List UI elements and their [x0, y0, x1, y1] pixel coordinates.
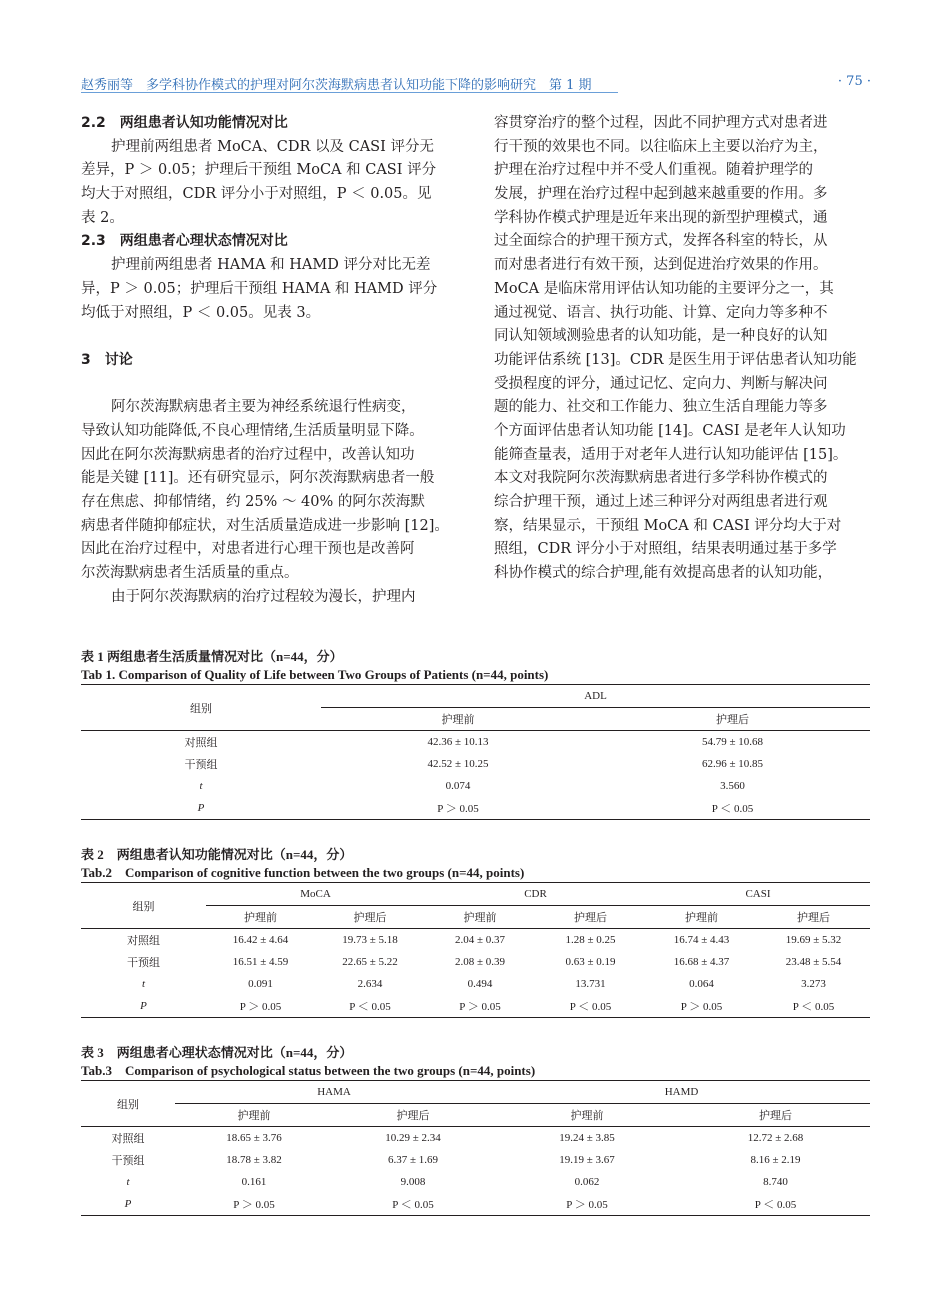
table-row: [81, 1149, 870, 1171]
table-2-measure-header: MoCA: [206, 883, 425, 906]
row-label-cell: 对照组: [184, 737, 218, 749]
table-cell: 19.19 ± 3.67: [559, 1154, 615, 1166]
table-cell: 23.48 ± 5.54: [785, 956, 842, 968]
table-cell: 16.51 ± 4.59: [232, 956, 289, 968]
running-header: [81, 74, 871, 94]
table-2-sub-header: 护理后: [315, 906, 425, 929]
text-line: 护理前两组患者 MoCA、CDR 以及 CASI 评分无: [111, 138, 434, 155]
text-line: 因此在阿尔茨海默病患者的治疗过程中，改善认知功: [81, 446, 415, 463]
text-line: 个方面评估患者认知功能 [14]。CASI 是老年人认知功: [494, 422, 846, 439]
text-line: 察，结果显示，干预组 MoCA 和 CASI 评分均大于对: [494, 517, 842, 534]
text-line: 综合护理干预，通过上述三种评分对两组患者进行观: [494, 494, 828, 510]
table-cell: P ＜ 0.05: [595, 797, 870, 820]
text-line: 而对患者进行有效干预，达到促进治疗效果的作用。: [494, 257, 828, 274]
row-label-cell: t: [126, 1176, 130, 1188]
table-3-caption-en: Tab.3 Comparison of psychological status between the two groups (n=44, points): [81, 1063, 536, 1078]
table-cell: 16.68 ± 4.37: [673, 956, 730, 968]
table-cell: P ＞ 0.05: [321, 797, 595, 820]
table-cell: 12.72 ± 2.68: [747, 1132, 804, 1144]
table-1: [81, 648, 870, 820]
table-2-group-header: 组别: [81, 883, 206, 929]
table-2-caption-en: Tab.2 Comparison of cognitive function between the two groups (n=44, points): [81, 865, 525, 880]
section-heading: 2.3 两组患者心理状态情况对比: [81, 233, 288, 250]
table-2-measure-header: CDR: [425, 883, 646, 906]
header-rule: [81, 92, 618, 93]
table-cell: 16.74 ± 4.43: [673, 934, 730, 946]
page-number: · 75 ·: [837, 74, 871, 89]
text-line: 受损程度的评分，通过记忆、定向力、判断与解决问: [494, 375, 828, 392]
table-cell: 22.65 ± 5.22: [342, 956, 398, 968]
table-3-caption-cn: 表 3 两组患者心理状态情况对比（n=44，分）: [81, 1045, 353, 1060]
table-3-sub-header: 护理前: [493, 1104, 681, 1127]
text-line: 发展，护理在治疗过程中起到越来越重要的作用。多: [494, 186, 828, 203]
text-line: 护理在治疗过程中并不受人们重视。随着护理学的: [494, 162, 813, 179]
row-label-cell: t: [199, 780, 203, 792]
section-heading: 3 讨论: [81, 351, 133, 368]
table-cell: 42.36 ± 10.13: [427, 736, 489, 748]
table-cell: P ＜ 0.05: [333, 1193, 493, 1216]
text-line: 同认知领域测验患者的认知功能，是一种良好的认知: [494, 328, 828, 345]
text-line: 均大于对照组，CDR 评分小于对照组，P ＜ 0.05。见: [81, 186, 432, 203]
table-cell: P ＞ 0.05: [206, 995, 315, 1018]
table-2-sub-header: 护理前: [206, 906, 315, 929]
table-cell: P ＞ 0.05: [646, 995, 757, 1018]
header-title: 赵秀丽等 多学科协作模式的护理对阿尔茨海默病患者认知功能下降的影响研究 第 1 期: [81, 78, 592, 93]
table-cell: 0.63 ± 0.19: [565, 956, 616, 968]
table-cell: 13.731: [575, 978, 606, 990]
table-cell: 0.494: [467, 978, 493, 990]
table-cell: P ＞ 0.05: [175, 1193, 333, 1216]
table-1-sub-header: 护理后: [595, 708, 870, 731]
text-line: 表 2。: [81, 209, 124, 226]
text-line: 通过视觉、语言、执行功能、计算、定向力等多种不: [494, 304, 828, 321]
table-2-grid: [81, 882, 870, 1018]
text-line: [81, 373, 457, 397]
table-2-measure-header: CASI: [646, 883, 870, 906]
text-line: 照组，CDR 评分小于对照组，结果表明通过基于多学: [494, 541, 837, 558]
table-2: [81, 846, 870, 1018]
table-cell: P ＞ 0.05: [493, 1193, 681, 1216]
text-line: MoCA 是临床常用评估认知功能的主要评分之一，其: [494, 280, 834, 297]
table-cell: 9.008: [400, 1176, 426, 1188]
text-line: 学科协作模式护理是近年来出现的新型护理模式，通: [494, 209, 828, 226]
table-cell: 18.65 ± 3.76: [226, 1132, 282, 1144]
text-line: 异，P ＞ 0.05；护理后干预组 HAMA 和 HAMD 评分: [81, 280, 438, 297]
row-label-cell: P: [81, 1193, 175, 1216]
row-label-cell: 干预组: [184, 759, 218, 771]
table-row: [81, 731, 870, 754]
table-cell: 0.091: [248, 978, 273, 990]
table-cell: 0.062: [574, 1176, 600, 1188]
table-cell: 6.37 ± 1.69: [387, 1154, 439, 1166]
text-line: 题的能力、社交和工作能力、独立生活自理能力等多: [494, 399, 828, 416]
table-cell: P ＜ 0.05: [681, 1193, 870, 1216]
left-column: [81, 112, 457, 609]
table-row: [81, 775, 870, 797]
table-2-sub-header: 护理后: [535, 906, 646, 929]
text-line: 本文对我院阿尔茨海默病患者进行多学科协作模式的: [494, 470, 828, 487]
table-1-sub-header: 护理前: [321, 708, 595, 731]
table-row: [81, 995, 870, 1018]
table-row: [81, 929, 870, 952]
text-line: 能是关键 [11]。还有研究显示，阿尔茨海默病患者一般: [81, 470, 435, 487]
table-cell: 18.78 ± 3.82: [226, 1154, 282, 1166]
text-line: 由于阿尔茨海默病的治疗过程较为漫长，护理内: [111, 588, 416, 605]
table-2-sub-header: 护理前: [425, 906, 535, 929]
table-row: [81, 1127, 870, 1150]
table-cell: 54.79 ± 10.68: [701, 736, 764, 748]
text-line: 存在焦虑、抑郁情绪，约 25% ～ 40% 的阿尔茨海默: [81, 494, 425, 510]
table-cell: 8.16 ± 2.19: [750, 1154, 801, 1166]
table-3-group-header: 组别: [81, 1081, 175, 1127]
table-cell: 0.064: [689, 978, 714, 990]
table-1-measure-header: ADL: [321, 685, 870, 708]
row-label-cell: 干预组: [127, 957, 160, 969]
table-cell: 2.634: [357, 978, 383, 990]
table-2-sub-header: 护理后: [757, 906, 870, 929]
row-label-cell: 干预组: [111, 1155, 145, 1167]
table-row: [81, 1171, 870, 1193]
table-1-caption-cn: 表 1 两组患者生活质量情况对比（n=44，分）: [81, 649, 343, 664]
text-line: 导致认知功能降低,不良心理情绪,生活质量明显下降。: [81, 422, 424, 439]
table-3: [81, 1044, 870, 1216]
text-line: 护理前两组患者 HAMA 和 HAMD 评分对比无差: [111, 257, 431, 274]
table-cell: 2.08 ± 0.39: [454, 956, 506, 968]
table-row: [81, 797, 870, 820]
table-3-sub-header: 护理后: [333, 1104, 493, 1127]
table-cell: 19.24 ± 3.85: [559, 1132, 615, 1144]
text-line: 差异，P ＞ 0.05；护理后干预组 MoCA 和 CASI 评分: [81, 162, 437, 179]
table-cell: 3.273: [801, 978, 826, 990]
table-1-caption-en: Tab 1. Comparison of Quality of Life between Two Groups of Patients (n=44, points): [81, 667, 549, 682]
text-line: 行干预的效果也不同。以往临床上主要以治疗为主，: [494, 138, 828, 155]
table-cell: 19.73 ± 5.18: [342, 934, 398, 946]
table-cell: 19.69 ± 5.32: [785, 934, 842, 946]
table-cell: 0.074: [445, 780, 471, 792]
table-row: [81, 1193, 870, 1216]
text-line: 尔茨海默病患者生活质量的重点。: [81, 565, 299, 582]
table-cell: P ＜ 0.05: [757, 995, 870, 1018]
text-line: [81, 325, 457, 349]
table-3-measure-header: HAMD: [493, 1081, 870, 1104]
table-cell: P ＞ 0.05: [425, 995, 535, 1018]
row-label-cell: t: [141, 978, 146, 990]
row-label-cell: P: [81, 995, 206, 1018]
table-cell: 42.52 ± 10.25: [427, 758, 489, 770]
text-line: 因此在治疗过程中，对患者进行心理干预也是改善阿: [81, 541, 415, 558]
row-label-cell: P: [81, 797, 321, 820]
table-cell: 8.740: [763, 1176, 788, 1188]
text-line: 功能评估系统 [13]。CDR 是医生用于评估患者认知功能: [494, 351, 857, 368]
table-row: [81, 951, 870, 973]
table-cell: 0.161: [241, 1176, 267, 1188]
table-1-grid: [81, 684, 870, 820]
text-line: 病患者伴随抑郁症状，对生活质量造成进一步影响 [12]。: [81, 517, 449, 534]
table-cell: 1.28 ± 0.25: [565, 934, 616, 946]
table-1-group-header: 组别: [81, 685, 321, 731]
text-line: 科协作模式的综合护理,能有效提高患者的认知功能，: [494, 565, 833, 582]
text-line: 过全面综合的护理干预方式，发挥各科室的特长，从: [494, 233, 828, 250]
row-label-cell: 对照组: [127, 935, 160, 947]
table-2-sub-header: 护理前: [646, 906, 757, 929]
table-cell: P ＜ 0.05: [315, 995, 425, 1018]
table-row: [81, 973, 870, 995]
row-label-cell: 对照组: [111, 1133, 145, 1145]
right-column: [494, 112, 870, 586]
table-3-sub-header: 护理前: [175, 1104, 333, 1127]
table-row: [81, 753, 870, 775]
table-cell: P ＜ 0.05: [535, 995, 646, 1018]
text-line: 均低于对照组，P ＜ 0.05。见表 3。: [81, 304, 321, 321]
section-heading: 2.2 两组患者认知功能情况对比: [81, 115, 288, 131]
table-2-caption-cn: 表 2 两组患者认知功能情况对比（n=44，分）: [81, 847, 353, 862]
text-line: 容贯穿治疗的整个过程，因此不同护理方式对患者进: [494, 115, 828, 131]
table-cell: 3.560: [720, 780, 745, 792]
table-3-sub-header: 护理后: [681, 1104, 870, 1127]
table-3-measure-header: HAMA: [175, 1081, 493, 1104]
text-line: 能筛查量表，适用于对老年人进行认知功能评估 [15]。: [494, 446, 848, 463]
table-cell: 16.42 ± 4.64: [232, 934, 289, 946]
table-cell: 2.04 ± 0.37: [454, 934, 506, 946]
table-cell: 62.96 ± 10.85: [701, 758, 764, 770]
text-line: 阿尔茨海默病患者主要为神经系统退行性病变，: [111, 399, 416, 416]
table-cell: 10.29 ± 2.34: [385, 1132, 441, 1144]
table-3-grid: [81, 1080, 870, 1216]
